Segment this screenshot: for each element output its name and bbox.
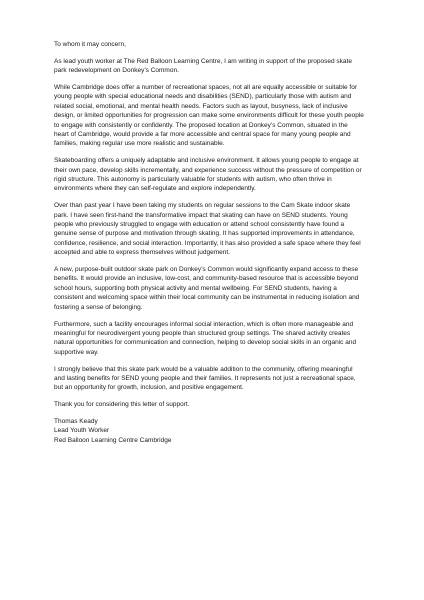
- paragraph-conclusion: I strongly believe that this skate park would be a valuable addition to the community, offering meaningful and lasting benefits for SEND young people and their families. It represents not just a recreational space, but an opportunity for growth, inclusion, and positive engagement.: [54, 365, 356, 392]
- signature-block: [54, 417, 364, 445]
- paragraph-intro: As lead youth worker at The Red Balloon Learning Centre, I am writing in support of the proposed skate park redevelopment on Donkey’s Common.: [54, 57, 352, 75]
- signature-name: Thomas Keady: [54, 417, 98, 425]
- paragraph-experience: Over than past year I have been taking my students on regular sessions to the Cam Skate indoor skate park. I have seen first-hand the transformative impact that skating can have on SEND students. Young people who previously struggled to engage with education or attend school consistently have found a genuine sense of purpose and motivation through skating. It has supported improvements in attendance, confidence, resilience, and social interaction. Importantly, it has also provided a safe space where they feel accepted and able to express themselves without judgement.: [54, 202, 361, 257]
- paragraph-accessibility: While Cambridge does offer a number of recreational spaces, not all are equally accessible or suitable for young people with special educational needs and disabilities (SEND), particularly those with autism and related social, emotional, and mental health needs. Factors such as layout, busyness, lack of inclusive design, or limited opportunities for progression can make some environments difficult for these youth people to engage with consistently or confidently. The proposed location at Donkey’s Common, situated in the heart of Cambridge, would provide a far more accessible and central space for many young people and families, making regular use more realistic and sustainable.: [54, 84, 364, 148]
- salutation: To whom it may concern,: [54, 41, 126, 48]
- paragraph-social: Furthermore, such a facility encourages informal social interaction, which is often more manageable and meaningful for neurodivergent young people than structured group settings. The shared activity creates natural opportunities for communication and connection, helping to develop social skills in an organic and supportive way.: [54, 320, 357, 356]
- paragraph-skateboarding: Skateboarding offers a uniquely adaptable and inclusive environment. It allows young people to engage at their own pace, develop skills incrementally, and experience success without the pressure of competition or rigid structure. This autonomy is particularly valuable for students with autism, who often thrive in environments where they can self-regulate and explore independently.: [54, 157, 362, 193]
- paragraph-thanks: Thank you for considering this letter of support.: [54, 401, 190, 409]
- paragraph-new-park: A new, purpose-built outdoor skate park on Donkey’s Common would significantly expand access to these benefits. It would provide an inclusive, low-cost, and community-based resource that is accessible beyond school hours, supporting both physical activity and mental wellbeing. For SEND students, having a consistent and welcoming space within their local community can be instrumental in reducing isolation and fostering a sense of belonging.: [54, 266, 360, 311]
- signature-role: Lead Youth Worker: [54, 427, 110, 435]
- signature-organisation: Red Balloon Learning Centre Cambridge: [54, 436, 172, 444]
